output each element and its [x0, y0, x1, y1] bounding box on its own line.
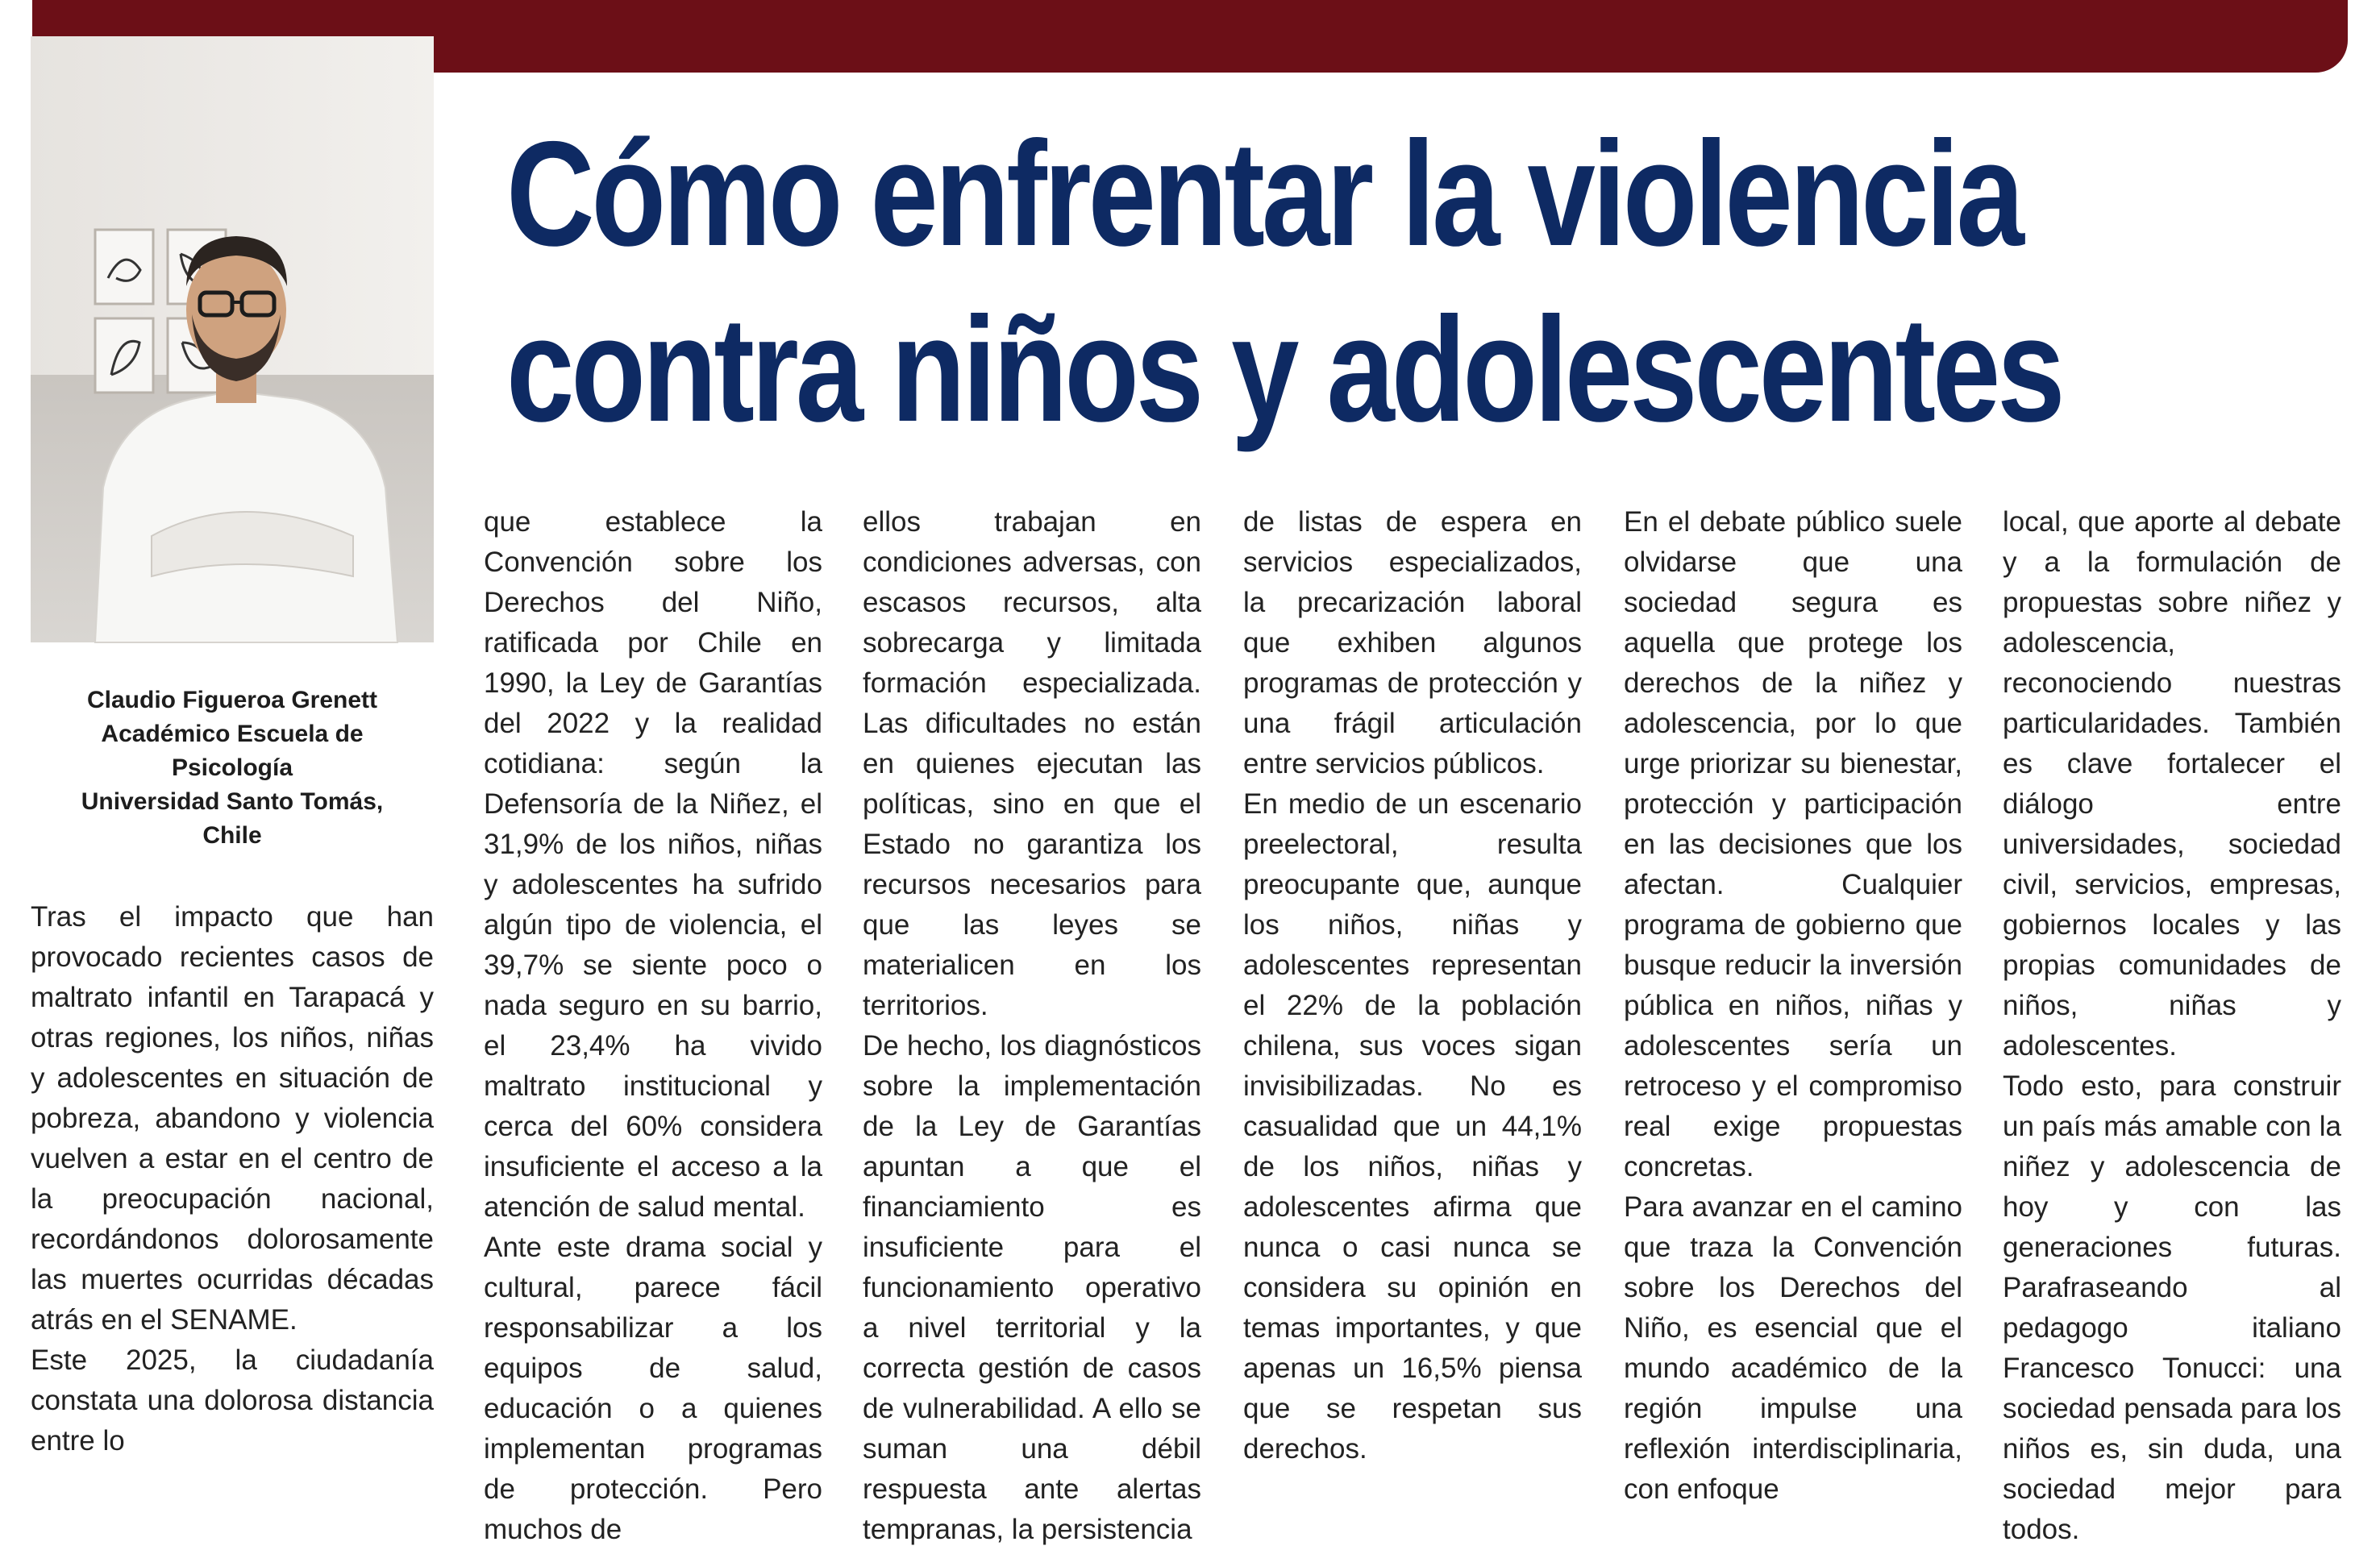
author-role-line-1: Académico Escuela de	[101, 721, 364, 747]
paragraph: de listas de espera en servicios especializados, la precarización laboral que exhiben algunos programas de protección y una frágil articulación entre servicios públicos.	[1243, 506, 1582, 779]
author-photo	[31, 36, 434, 642]
article-column-5	[1624, 502, 1962, 1505]
paragraph: Tras el impacto que han provocado recientes casos de maltrato infantil en Tarapacá y otras regiones, los niños, niñas y adolescentes en situación de pobreza, abandono y violencia vuelven a estar en el centro de la preocupación nacional, recordándonos dolorosamente las muertes ocurridas décadas atrás en el SENAME.	[31, 901, 434, 1336]
headline-line-1: Cómo enfrentar la violencia	[506, 111, 2021, 277]
paragraph: De hecho, los diagnósticos sobre la implementación de la Ley de Garantías apuntan a que el financiamiento es insuficiente para el funcionamiento operativo a nivel territorial y la correcta gestión de casos de vulnerabilidad. A ello se suman una débil respuesta ante alertas tempranas, la persistencia	[863, 1030, 1201, 1545]
author-name: Claudio Figueroa Grenett	[86, 687, 378, 713]
paragraph: En medio de un escenario preelectoral, resulta preocupante que, aunque los niños, niñas y adolescentes representan el 22% de la población chilena, sus voces sigan invisibilizadas. No es casualidad que un 44,1% de los niños, niñas y adolescentes afirma que nunca o casi nunca se considera su opinión en temas importantes, y que apenas un 16,5% piensa que se respetan sus derechos.	[1243, 788, 1582, 1465]
paragraph: que establece la Convención sobre los Derechos del Niño, ratificada por Chile en 1990, la Ley de Garantías del 2022 y la realidad cotidiana: según la Defensoría de la Niñez, el 31,9% de los niños, niñas y adolescentes ha sufrido algún tipo de violencia, el 39,7% se siente poco o nada seguro en su barrio, el 23,4% ha vivido maltrato institucional y cerca del 60% considera insuficiente el acceso a la atención de salud mental.	[484, 506, 822, 1223]
author-portrait-icon	[31, 36, 434, 642]
author-institution: Universidad Santo Tomás,	[81, 788, 384, 815]
article-column-4	[1243, 502, 1582, 1465]
paragraph: Este 2025, la ciudadanía constata una dolorosa distancia entre lo	[31, 1344, 434, 1457]
paragraph: Todo esto, para construir un país más amable con la niñez y adolescencia de hoy y con las generaciones futuras. Parafraseando al pedagogo italiano Francesco Tonucci: una sociedad pensada para los niños es, sin duda, una sociedad mejor para todos.	[2003, 1070, 2341, 1545]
headline-line-2: contra niños y adolescentes	[506, 287, 2062, 453]
paragraph: Para avanzar en el camino que traza la Convención sobre los Derechos del Niño, es esencial que el mundo académico de la región impulse una reflexión interdisciplinaria, con enfoque	[1624, 1191, 1962, 1505]
article-column-2	[484, 502, 822, 1545]
article-column-3	[863, 502, 1201, 1545]
article-column-6	[2003, 502, 2341, 1545]
paragraph: local, que aporte al debate y a la formulación de propuestas sobre niñez y adolescencia, reconociendo nuestras particularidades. También es clave fortalecer el diálogo entre universidades, sociedad civil, servicios, empresas, gobiernos locales y las propias comunidades de niños, niñas y adolescentes.	[2003, 506, 2341, 1062]
author-role-line-2: Psicología	[171, 754, 293, 781]
paragraph: En el debate público suele olvidarse que una sociedad segura es aquella que protege los derechos de la niñez y adolescencia, por lo que urge priorizar su bienestar, protección y participación en las decisiones que los afectan. Cualquier programa de gobierno que busque reducir la inversión pública en niños, niñas y adolescentes sería un retroceso y el compromiso real exige propuestas concretas.	[1624, 506, 1962, 1182]
article-column-1	[31, 897, 434, 1457]
paragraph: Ante este drama social y cultural, parece fácil responsabilizar a los equipos de salud, educación o a quienes implementan programas de protección. Pero muchos de	[484, 1232, 822, 1545]
author-byline	[31, 684, 434, 853]
paragraph: ellos trabajan en condiciones adversas, con escasos recursos, alta sobrecarga y limitada formación especializada. Las dificultades no están en quienes ejecutan las políticas, sino en que el Estado no garantiza los recursos necesarios para que las leyes se materialicen en los territorios.	[863, 506, 1201, 1021]
article-headline	[506, 106, 2062, 458]
author-country: Chile	[202, 822, 262, 849]
